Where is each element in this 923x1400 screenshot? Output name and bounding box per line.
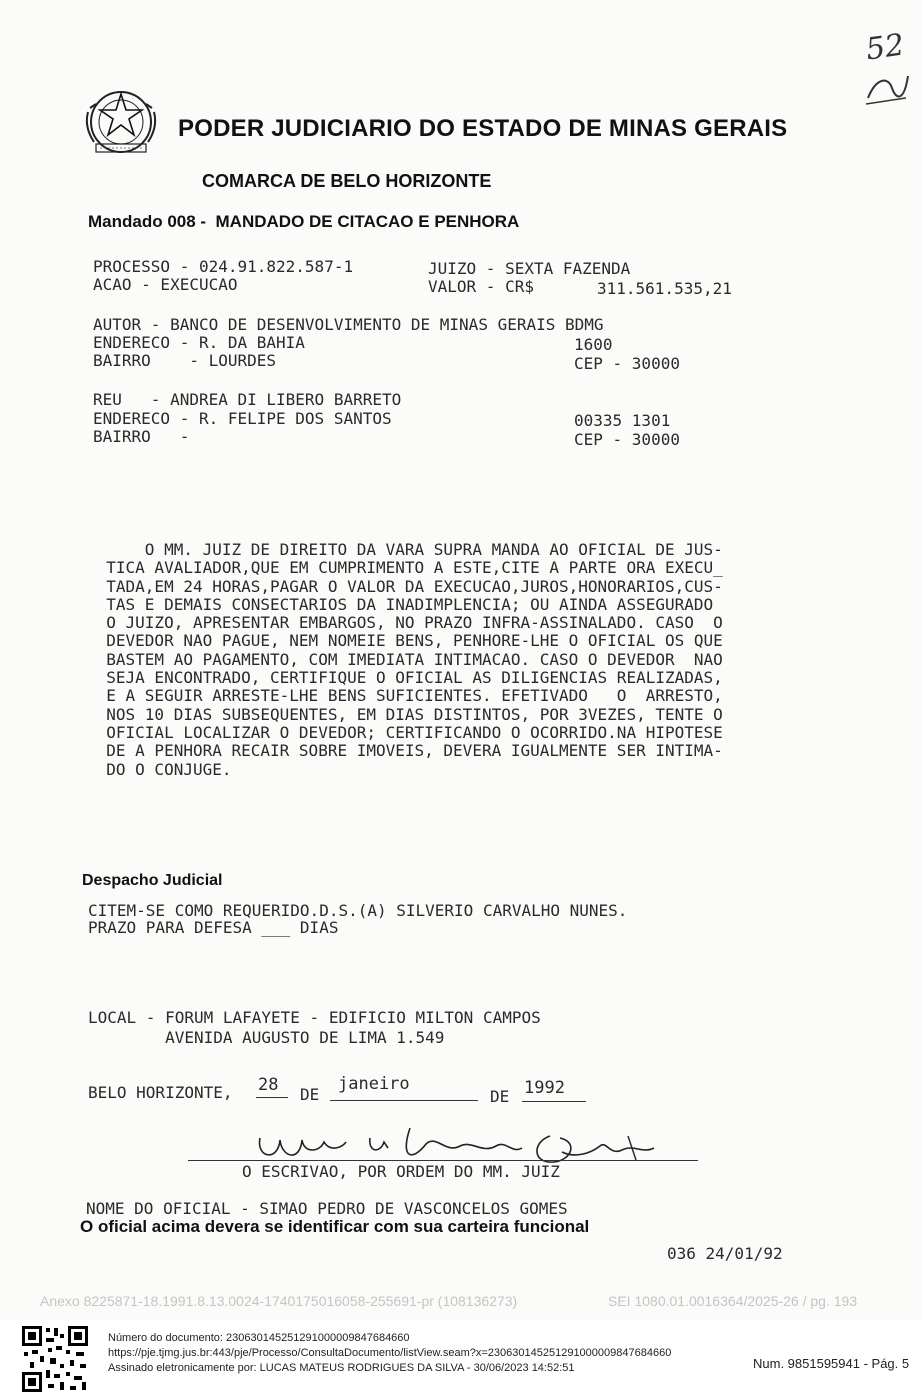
- anexo-reference: Anexo 8225871-18.1991.8.13.0024-1740175016058-255691-pr (108136273): [40, 1293, 518, 1309]
- autor-bairro: BAIRRO - LOURDES: [93, 351, 277, 370]
- autor-endereco: ENDERECO - R. DA BAHIA: [93, 333, 305, 352]
- reu-endereco: ENDERECO - R. FELIPE DOS SANTOS: [93, 409, 392, 428]
- valor-amount: 311.561.535,21: [597, 279, 732, 298]
- nome-oficial: NOME DO OFICIAL - SIMAO PEDRO DE VASCONCELOS GOMES: [86, 1199, 568, 1218]
- despacho-line-1: CITEM-SE COMO REQUERIDO.D.S.(A) SILVERIO CARVALHO NUNES.: [88, 901, 628, 920]
- date-day-underline: [256, 1097, 288, 1098]
- documento-url[interactable]: https://pje.tjmg.jus.br:443/pje/Processo/ConsultaDocumento/listView.seam?x=23063014525129100000984768466​0: [108, 1347, 672, 1359]
- reu-bairro: BAIRRO -: [93, 427, 190, 446]
- valor-label: VALOR - CR$: [428, 277, 534, 296]
- despacho-line-2: PRAZO PARA DEFESA ___ DIAS: [88, 918, 339, 937]
- date-de-1: DE: [300, 1085, 320, 1104]
- handwritten-scribble-icon: [862, 68, 912, 108]
- mandado-body-text: O MM. JUIZ DE DIREITO DA VARA SUPRA MANDA AO OFICIAL DE JUS- TICA AVALIADOR,QUE EM CUMPRIMENTO A ESTE,CITE A PARTE ORA EXECU_ TADA,EM 24 HORAS,PAGAR O VALOR DA EXECUCAO,JUROS,HONORARIOS,CUS- TAS E DEMAIS CONSECTARIOS DA INADIMPLENCIA; OU AINDA ASSEGURADO O JUIZO, APRESENTAR EMBARGOS, NO PRAZO INFRA-ASSINALADO. CASO O DEVEDOR NAO PAGUE, NEM NOMEIE BENS, PENHORE-LHE O OFICIAL OS QUE BASTEM AO PAGAMENTO, COM IMEDIATA INTIMACAO. CASO O DEVEDOR NAO SEJA ENCONTRADO, CERTIFIQUE O OFICIAL AS DILIGENCIAS REALIZADAS, E A SEGUIR ARRESTE-LHE BENS SUFICIENTES. EFETIVADO O ARRESTO, NOS 10 DIAS SUBSEQUENTES, EM DIAS DISTINTOS, POR 3VEZES, TENTE O OFICIAL LOCALIZAR O DEVEDOR; CERTIFICANDO O OCORRIDO.NA HIPOTESE DE A PENHORA RECAIR SOBRE IMOVEIS, DEVERA IGUALMENTE SER INTIMA- DO O CONJUGE.: [106, 540, 723, 779]
- despacho-title: Despacho Judicial: [82, 872, 223, 889]
- escrivao-caption: O ESCRIVAO, POR ORDEM DO MM. JUIZ: [242, 1162, 560, 1181]
- date-month-underline: [330, 1100, 478, 1101]
- qr-code-icon: [20, 1324, 90, 1394]
- oficial-identification-note: O oficial acima devera se identificar com sua carteira funcional: [80, 1217, 590, 1236]
- court-name-heading: PODER JUDICIARIO DO ESTADO DE MINAS GERAIS: [178, 115, 788, 142]
- handwritten-page-number: 52: [863, 27, 907, 68]
- numero-documento: Número do documento: 23063014525129100000984768466​0: [108, 1332, 410, 1344]
- signature-line: [188, 1160, 698, 1161]
- assinatura-eletronica: Assinado eletronicamente por: LUCAS MATEUS RODRIGUES DA SILVA - 30/06/2023 14:52:51: [108, 1362, 575, 1374]
- mandado-title: Mandado 008 - MANDADO DE CITACAO E PENHORA: [88, 212, 520, 231]
- autor-name: AUTOR - BANCO DE DESENVOLVIMENTO DE MINAS GERAIS BDMG: [93, 315, 604, 334]
- date-day: 28: [258, 1075, 279, 1095]
- juizo-label: JUIZO - SEXTA FAZENDA: [428, 259, 631, 278]
- date-year-underline: [522, 1101, 586, 1102]
- coat-of-arms-seal-icon: [80, 82, 162, 162]
- reu-cep: CEP - 30000: [574, 430, 680, 449]
- processo-number: PROCESSO - 024.91.822.587-1: [93, 257, 354, 276]
- reu-numero: 00335 1301: [574, 411, 671, 430]
- date-month: janeiro: [338, 1074, 410, 1094]
- sei-reference: SEI 1080.01.0016364/2025-26 / pg. 193: [608, 1293, 858, 1309]
- local-line-1: LOCAL - FORUM LAFAYETE - EDIFICIO MILTON CAMPOS: [88, 1008, 541, 1027]
- num-pagina: Num. 9851595941 - Pág. 5: [753, 1356, 910, 1371]
- local-line-2: AVENIDA AUGUSTO DE LIMA 1.549: [88, 1028, 445, 1047]
- autor-cep: CEP - 30000: [574, 354, 680, 373]
- date-city: BELO HORIZONTE,: [88, 1083, 233, 1102]
- acao-type: ACAO - EXECUCAO: [93, 275, 238, 294]
- reu-name: REU - ANDREA DI LIBERO BARRETO: [93, 390, 402, 409]
- date-year: 1992: [524, 1078, 565, 1098]
- date-de-2: DE: [490, 1087, 510, 1106]
- document-code: 036 24/01/92: [667, 1244, 783, 1263]
- autor-numero: 1600: [574, 335, 613, 354]
- comarca-heading: COMARCA DE BELO HORIZONTE: [202, 171, 492, 191]
